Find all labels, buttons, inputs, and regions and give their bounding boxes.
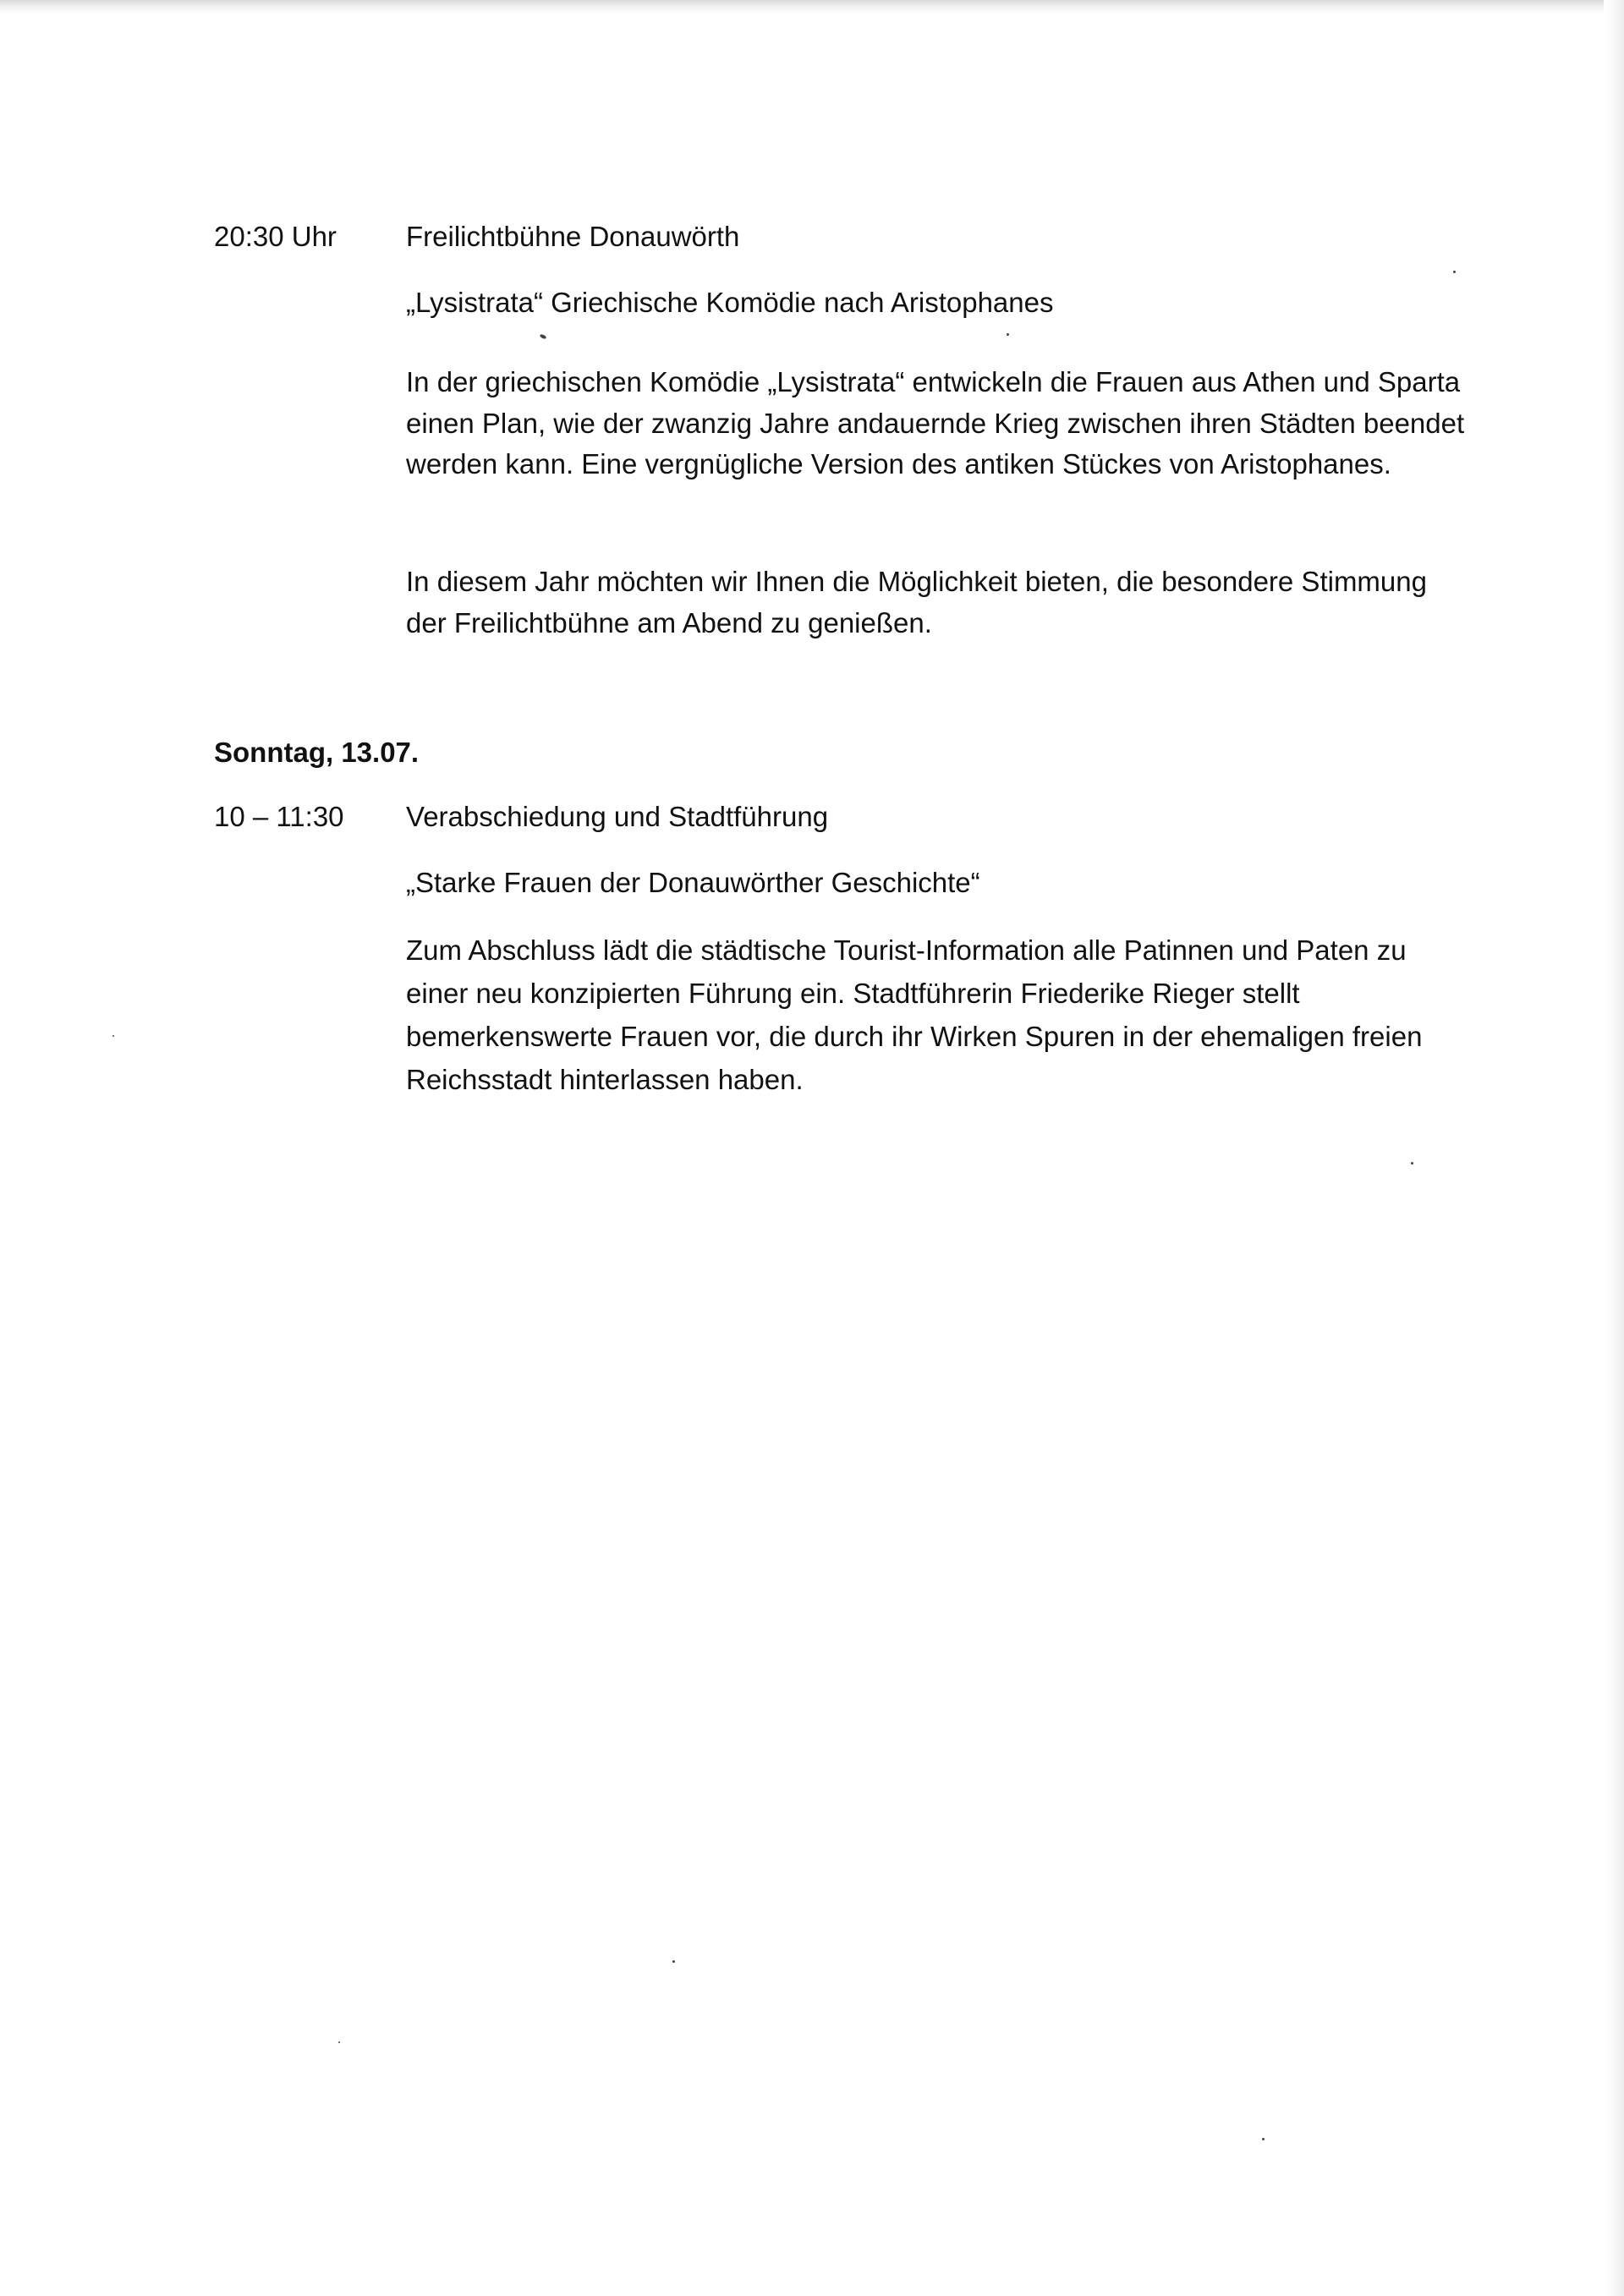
scan-speck (1453, 271, 1456, 273)
scan-speck (112, 1035, 114, 1037)
description-paragraph: In diesem Jahr möchten wir Ihnen die Möglichkeit bieten, die besondere Stimmung der Freilichtbühne am Abend zu genießen. (406, 566, 1427, 638)
scan-speck (1262, 2138, 1265, 2140)
scan-speck (338, 2041, 340, 2043)
event-description (406, 562, 1468, 644)
scan-speck (1411, 1162, 1413, 1164)
scan-speck (1007, 333, 1009, 336)
day-heading: Sonntag, 13.07. (214, 737, 420, 768)
event-venue: Verabschiedung und Stadtführung (406, 801, 829, 832)
event-time: 20:30 Uhr (214, 221, 337, 252)
description-paragraph: In der griechischen Komödie „Lysistrata“ entwickeln die Frauen aus Athen und Sparta einen Plan, wie der zwanzig Jahre andauernde Krieg zwischen ihren Städten beendet werden kann. Eine vergnügliche Version des antiken Stückes von Aristophanes. (406, 366, 1465, 479)
description-paragraph: Zum Abschluss lädt die städtische Tourist-Information alle Patinnen und Paten zu einer neu konzipierten Führung ein. Stadtführerin Friederike Rieger stellt bemerkenswerte Frauen vor, die durch ihr Wirken Spuren in der ehemaligen freien Reichsstadt hinterlassen haben. (406, 934, 1423, 1095)
event-title: „Lysistrata“ Griechische Komödie nach Aristophanes (406, 287, 1054, 318)
event-description (406, 362, 1468, 485)
event-description (406, 929, 1468, 1101)
event-title: „Starke Frauen der Donauwörther Geschichte“ (406, 867, 980, 898)
scan-speck (540, 333, 547, 339)
event-time: 10 – 11:30 (214, 801, 344, 832)
scan-speck (672, 1960, 675, 1963)
event-venue: Freilichtbühne Donauwörth (406, 221, 740, 252)
